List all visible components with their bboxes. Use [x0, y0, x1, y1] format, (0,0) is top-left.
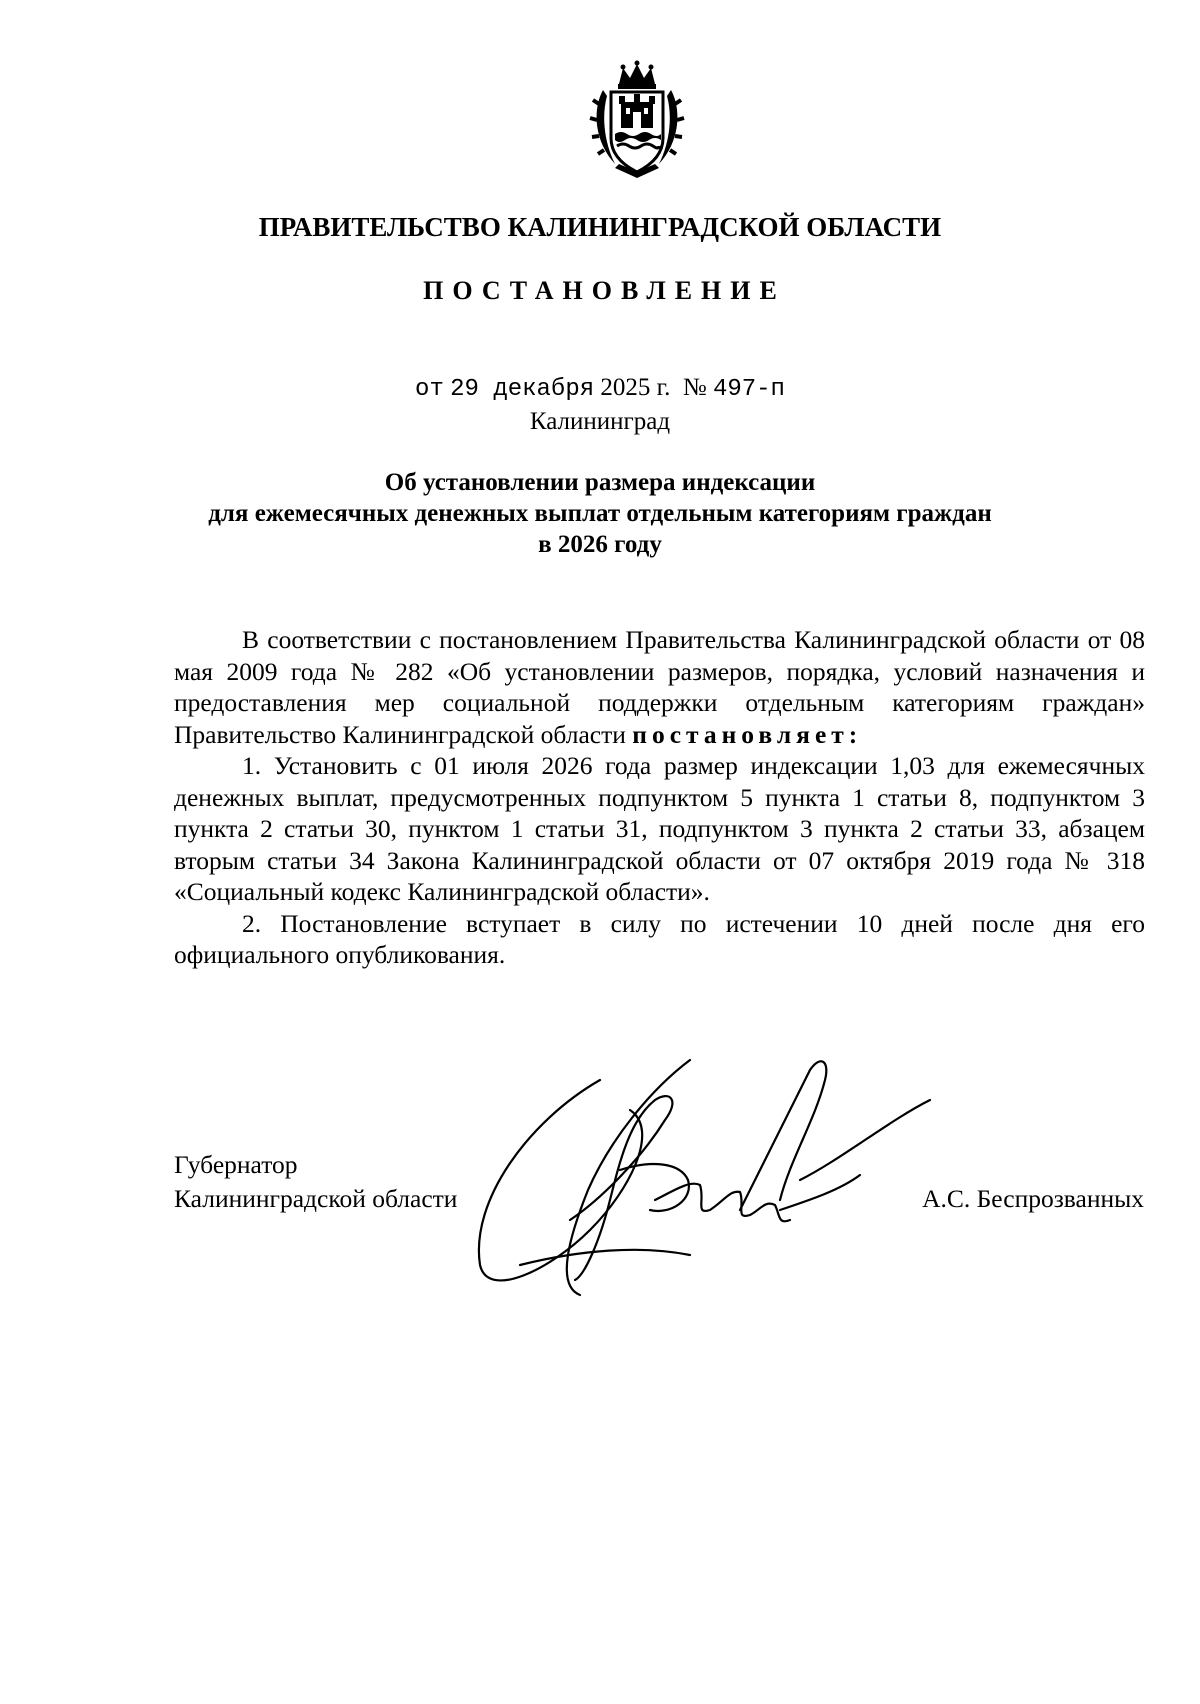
- signatory-position: [174, 1148, 457, 1216]
- organization-name: ПРАВИТЕЛЬСТВО КАЛИНИНГРАДСКОЙ ОБЛАСТИ: [258, 212, 942, 242]
- document-city: Калининград: [529, 408, 671, 435]
- document-body: [174, 624, 1145, 971]
- document-year: 2025 г.: [600, 374, 671, 401]
- document-title: [100, 467, 1100, 560]
- position-line: Калининградской области: [174, 1184, 458, 1213]
- item-paragraph-1: 1. Установить с 01 июля 2026 года размер индексации 1,03 для ежемесячных денежных выплат, предусмотренных подпунктом 5 пункта 1 статьи 8, подпунктом 3 пункта 2 статьи 30, пунктом 1 статьи 31, подпунктом 3 пункта 2 статьи 33, абзацем вторым статьи 34 Закона Калининградской области от 07 октября 2019 года № 318 «Социальный кодекс Калининградской области».: [174, 751, 1145, 906]
- title-line: для ежемесячных денежных выплат отдельным категориям граждан: [208, 500, 992, 527]
- signatory-name: А.С. Беспрозванных: [922, 1184, 1144, 1213]
- document-type: ПОСТАНОВЛЕНИЕ: [423, 276, 786, 305]
- document-dateline: [0, 374, 1200, 403]
- title-line: в 2026 году: [538, 531, 662, 558]
- date-prefix: от: [415, 376, 444, 403]
- preamble-text: В соответствии с постановлением Правительства Калининградской области от 08 мая 2009 года № 282 «Об установлении размеров, порядка, условий назначения и предоставления мер социальной поддержки отдельным категориям граждан» Правительство Калининградской области: [174, 625, 1145, 749]
- coat-of-arms-emblem: [589, 60, 685, 180]
- position-line: Губернатор: [174, 1150, 298, 1179]
- title-line: Об установлении размера индексации: [384, 469, 816, 496]
- number-sign: №: [682, 374, 707, 401]
- item-paragraph-2: 2. Постановление вступает в силу по истечении 10 дней после дня его официального опубликования.: [174, 908, 1145, 969]
- preamble-paragraph: [174, 624, 1145, 750]
- document-number: 497-п: [712, 376, 785, 403]
- resolves-word: постановляет:: [632, 719, 863, 749]
- handwritten-signature: [460, 1050, 980, 1300]
- document-date: 29 декабря: [450, 376, 595, 403]
